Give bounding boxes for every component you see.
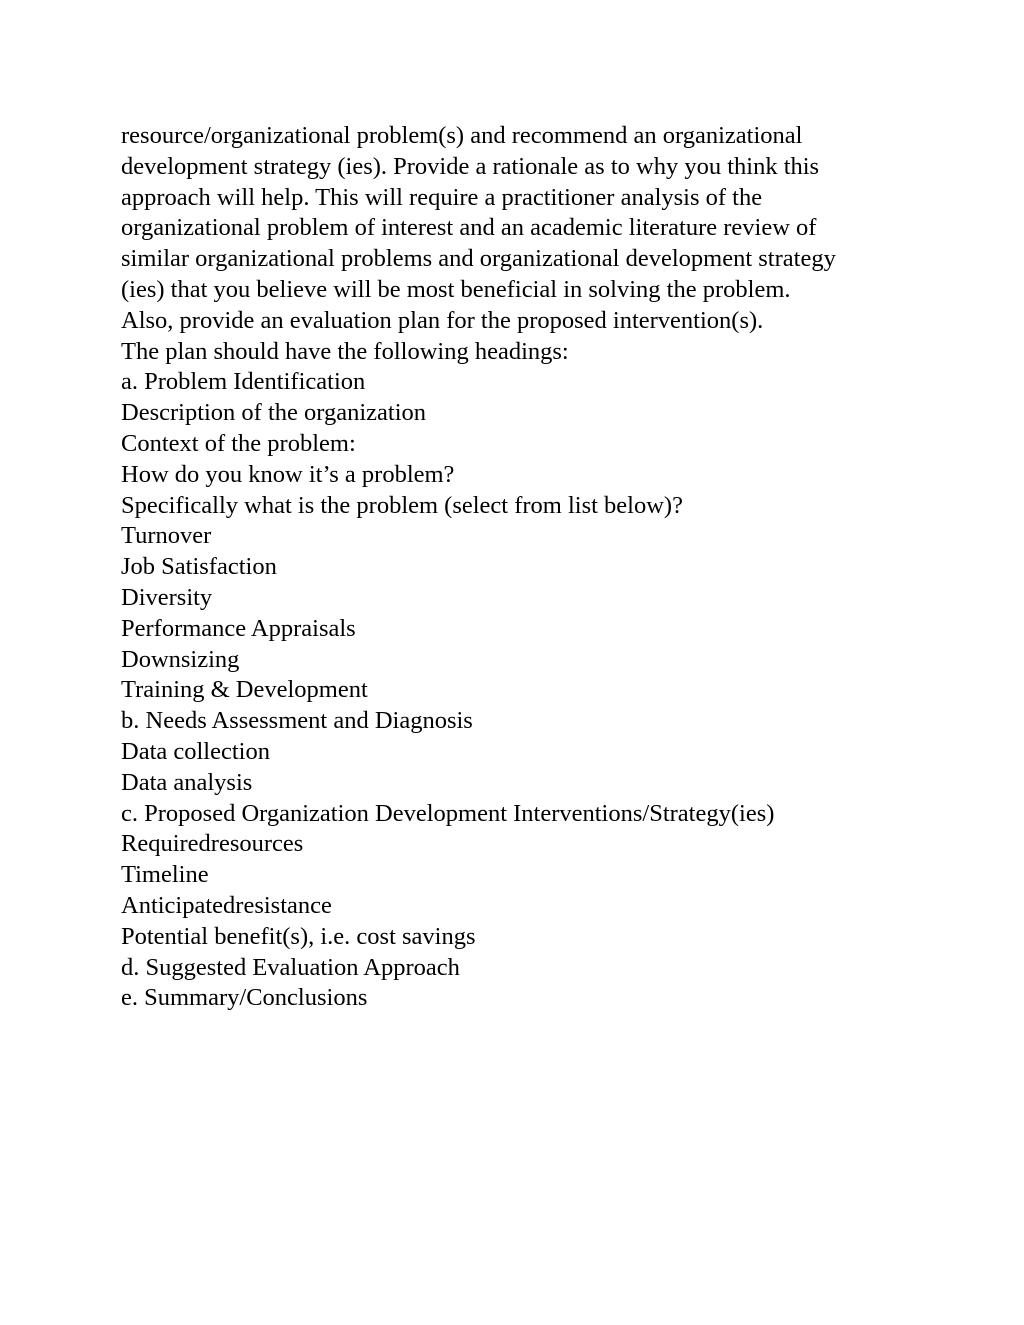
heading-d: d. Suggested Evaluation Approach — [121, 953, 460, 981]
problem-option: Diversity — [121, 583, 213, 611]
problem-option: Training & Development — [121, 676, 368, 704]
paragraph-line: (ies) that you believe will be most beneficial in solving the problem. — [121, 275, 791, 303]
subitem: Specifically what is the problem (select from list below)? — [121, 491, 683, 519]
subitem: Potential benefit(s), i.e. cost savings — [121, 922, 476, 950]
paragraph-line: resource/organizational problem(s) and recommend an organizational — [121, 122, 803, 149]
problem-option: Job Satisfaction — [121, 553, 277, 581]
heading-c: c. Proposed Organization Development Interventions/Strategy(ies) — [121, 799, 775, 827]
heading-b: b. Needs Assessment and Diagnosis — [121, 707, 473, 735]
subitem: Data analysis — [121, 768, 253, 796]
subitem: Description of the organization — [121, 399, 427, 427]
paragraph-line: Also, provide an evaluation plan for the proposed intervention(s). — [121, 306, 764, 334]
paragraph-line: development strategy (ies). Provide a rationale as to why you think this — [121, 152, 820, 180]
paragraph-line: approach will help. This will require a practitioner analysis of the — [121, 183, 763, 211]
subitem: How do you know it’s a problem? — [121, 460, 455, 488]
paragraph-line: organizational problem of interest and an academic literature review of — [121, 214, 817, 242]
document-body — [121, 121, 941, 1014]
paragraph-line: similar organizational problems and organizational development strategy — [121, 245, 836, 273]
problem-option: Performance Appraisals — [121, 614, 356, 642]
headings-intro: The plan should have the following headings: — [121, 337, 569, 365]
heading-a: a. Problem Identification — [121, 368, 366, 396]
subitem: Data collection — [121, 737, 270, 765]
problem-option: Downsizing — [121, 645, 240, 673]
subitem: Context of the problem: — [121, 429, 356, 457]
subitem: Timeline — [121, 861, 209, 889]
subitem: Requiredresources — [121, 830, 304, 858]
problem-option: Turnover — [121, 522, 212, 550]
heading-e: e. Summary/Conclusions — [121, 984, 368, 1012]
subitem: Anticipatedresistance — [121, 891, 332, 919]
